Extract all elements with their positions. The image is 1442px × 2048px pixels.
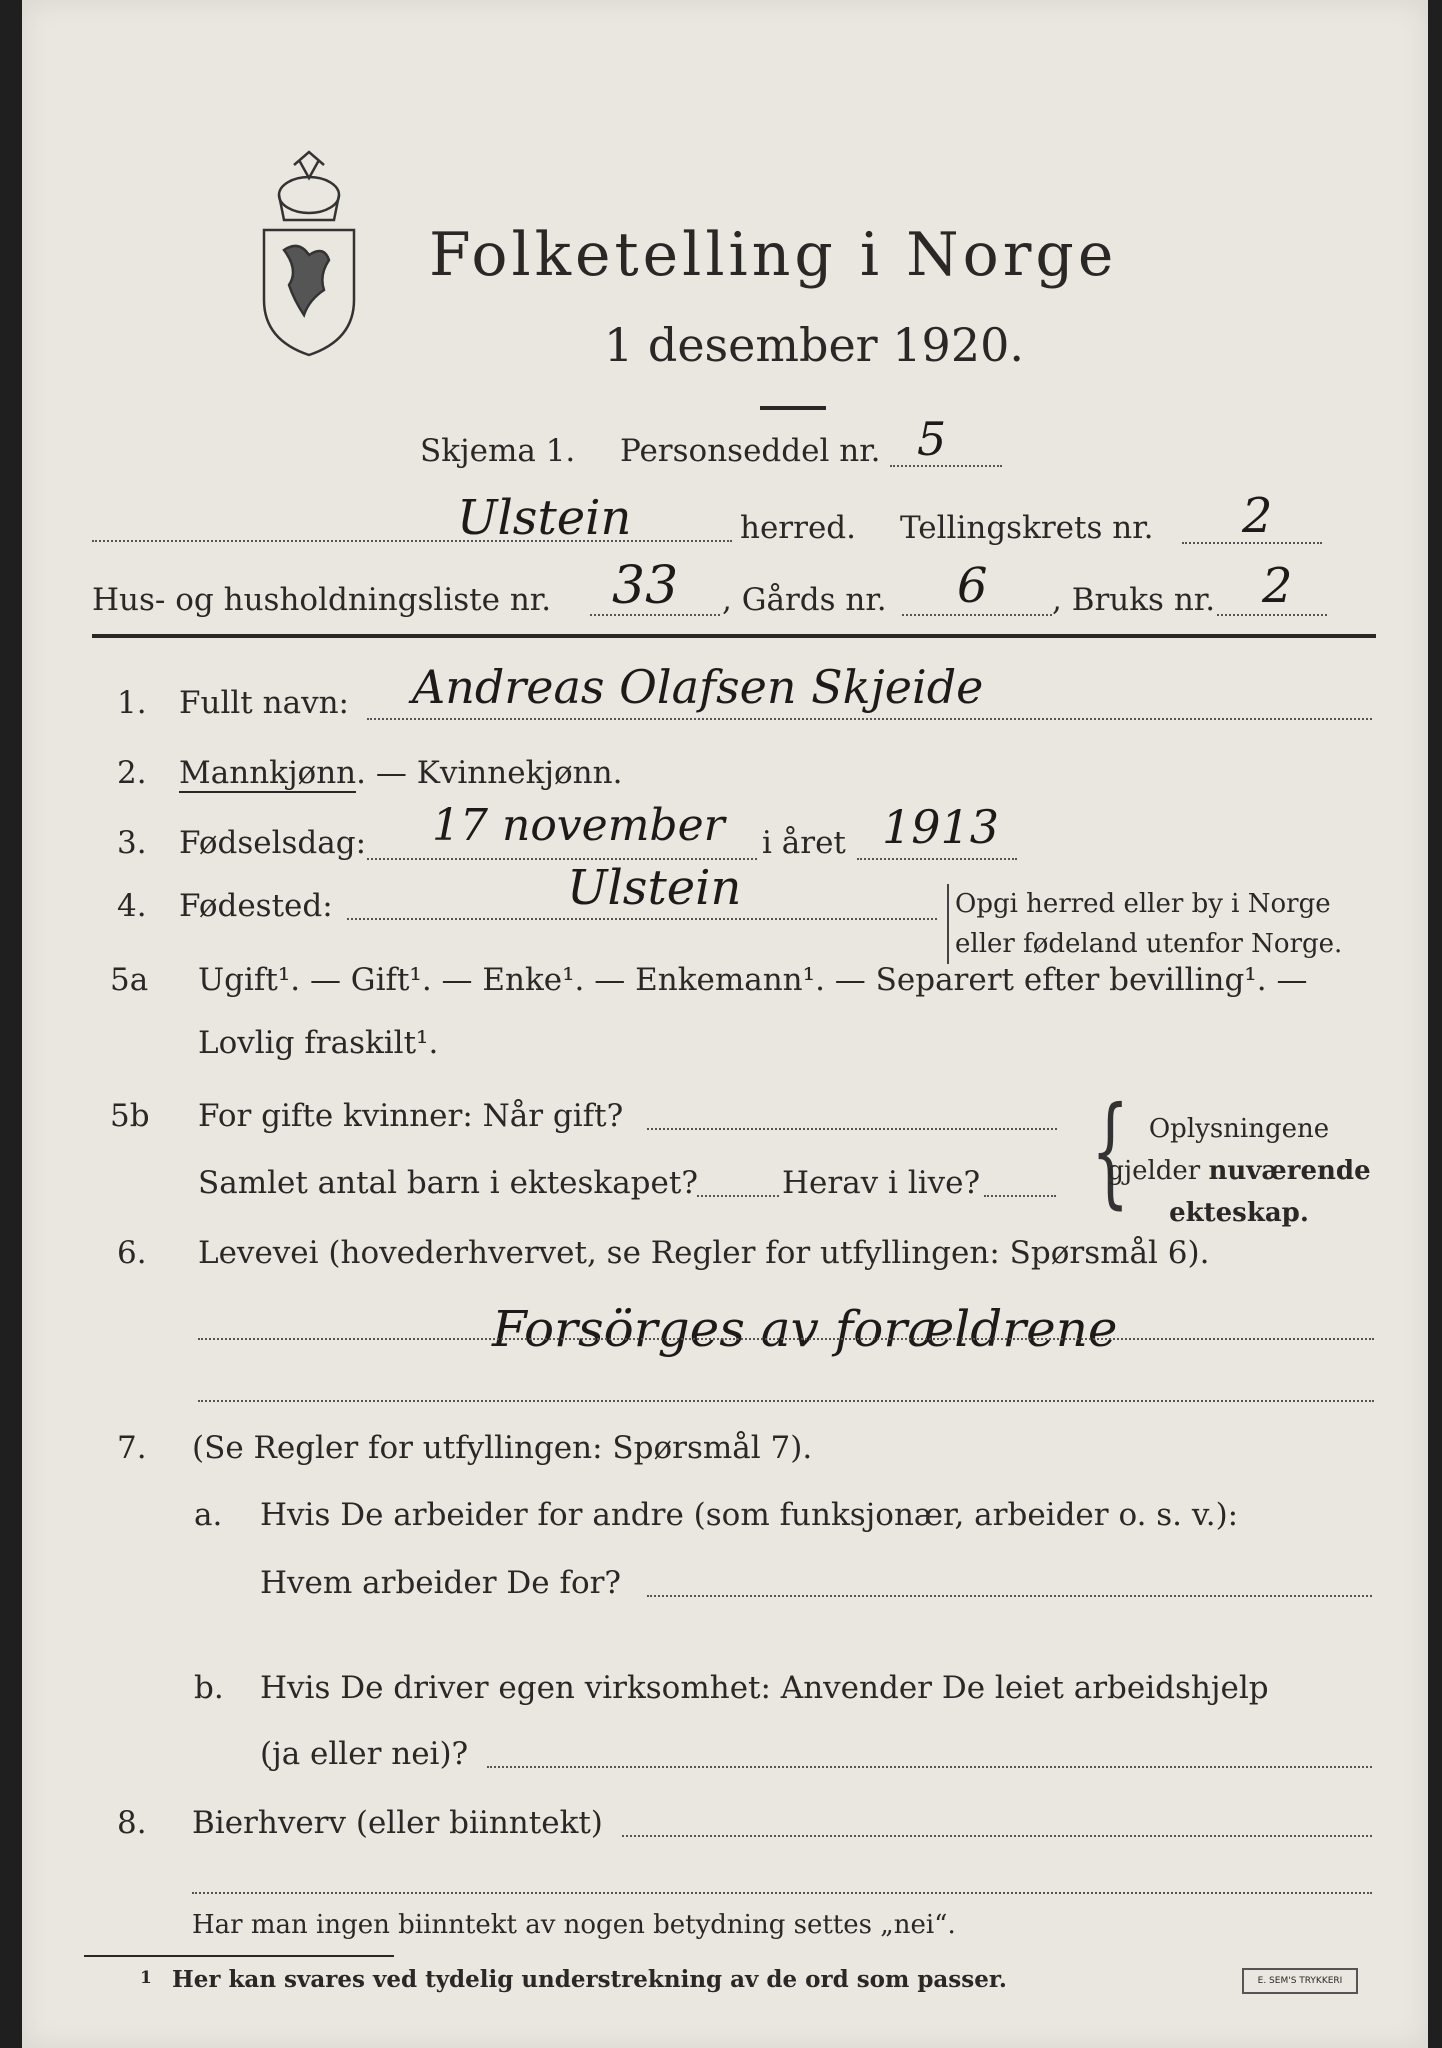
q8-line1 [622,1835,1372,1837]
q4-note-line2: eller fødeland utenfor Norge. [955,929,1343,959]
footer-note: Har man ingen biinntekt av nogen betydning settes „nei“. [192,1910,956,1940]
q2-number: 2. [117,755,147,791]
q8-label: Bierhverv (eller biinntekt) [192,1805,603,1841]
q5b-note-line2a: gjelder [1107,1156,1209,1186]
q6-line1 [198,1338,1374,1340]
census-form-page [22,0,1428,2048]
herred-label: herred. [740,510,856,546]
q2-options [179,755,622,791]
q5b-alive-line [984,1195,1056,1197]
q7a-line [647,1595,1372,1597]
skjema-label: Skjema 1. [420,433,576,469]
q1-line [367,718,1372,720]
personseddel-label: Personseddel nr. [620,433,881,469]
full-name-value: Andreas Olafsen Skjeide [412,660,984,714]
q4-note [947,884,1342,964]
personseddel-value: 5 [917,412,947,466]
q6-line2 [198,1400,1374,1402]
q4-number: 4. [117,888,147,924]
bruks-value: 2 [1262,558,1293,614]
q5b-line1: For gifte kvinner: Når gift? [198,1098,624,1134]
herred-line [92,540,732,542]
q5a-line2: Lovlig fraskilt¹. [198,1025,439,1061]
bruks-line [1217,614,1327,616]
gards-label: , Gårds nr. [722,582,887,618]
tellingskrets-value: 2 [1242,488,1273,544]
q5b-children-line [697,1195,779,1197]
q4-label: Fødested: [179,888,333,924]
q8-line2 [192,1892,1372,1894]
q5a-number: 5a [110,962,149,998]
q5b-brace: { [1091,1082,1130,1221]
q5b-note [1104,1108,1374,1234]
occupation-value: Forsörges av forældrene [492,1300,1118,1358]
q2-end: . [612,755,623,791]
q7b-line [487,1766,1372,1768]
header-rule [92,634,1376,638]
q7b-line2: (ja eller nei)? [260,1736,469,1772]
gards-value: 6 [957,558,988,614]
bruks-label: , Bruks nr. [1052,582,1216,618]
q7a-line2: Hvem arbeider De for? [260,1565,622,1601]
footnote-text: Her kan svares ved tydelig understrekning av de ord som passer. [172,1966,1007,1993]
q7a-line1: Hvis De arbeider for andre (som funksjonær, arbeider o. s. v.): [260,1497,1239,1533]
q8-number: 8. [117,1805,147,1841]
q4-line [347,918,937,920]
birth-day-value: 17 november [432,800,725,851]
personseddel-line [890,465,1002,467]
census-date: 1 desember 1920. [604,318,1024,372]
title-divider [760,406,826,410]
tellingskrets-label: Tellingskrets nr. [900,510,1154,546]
q5b-note-line2b: nuværende [1208,1156,1371,1186]
q7a-letter: a. [194,1497,223,1533]
form-title: Folketelling i Norge [429,220,1118,290]
q3-year-label: i året [762,825,846,861]
q3-label: Fødselsdag: [179,825,367,861]
q6-label: Levevei (hovederhvervet, se Regler for utfyllingen: Spørsmål 6). [198,1235,1210,1271]
q5a-line1: Ugift¹. — Gift¹. — Enke¹. — Enkemann¹. — Separert efter bevilling¹. — [198,962,1308,998]
q7b-line1: Hvis De driver egen virksomhet: Anvender De leiet arbeidshjelp [260,1670,1269,1706]
q5b-children-label: Samlet antal barn i ekteskapet? [198,1165,698,1201]
male-option: Mannkjønn [179,755,357,791]
q5b-number: 5b [110,1098,150,1134]
coat-of-arms-icon [254,150,364,360]
q1-number: 1. [117,685,147,721]
footnote-number: 1 [140,1968,152,1988]
footnote-rule [84,1955,394,1957]
q5b-note-line1: Oplysningene [1148,1114,1330,1144]
q5b-when-line [647,1128,1057,1130]
q5b-alive-label: Herav i live? [782,1165,981,1201]
q7-number: 7. [117,1430,147,1466]
herred-value: Ulstein [457,490,632,546]
hus-line [590,614,720,616]
q3-year-line [857,858,1017,860]
birth-year-value: 1913 [882,800,1000,854]
q5b-note-line3: ekteskap. [1169,1198,1309,1228]
q2-separator: . — Kvinnekjønn [356,755,613,791]
q7-label: (Se Regler for utfyllingen: Spørsmål 7). [192,1430,813,1466]
q1-label: Fullt navn: [179,685,349,721]
hus-label: Hus- og husholdningsliste nr. [92,582,552,618]
q6-number: 6. [117,1235,147,1271]
q3-number: 3. [117,825,147,861]
q7b-letter: b. [194,1670,224,1706]
q4-note-line1: Opgi herred eller by i Norge [955,889,1331,919]
birthplace-value: Ulstein [567,860,742,916]
printer-stamp: E. SEM'S TRYKKERI [1242,1968,1358,1994]
tellingskrets-line [1182,542,1322,544]
hus-value: 33 [612,556,679,616]
q5b-note-line2 [1104,1150,1374,1192]
gards-line [902,614,1052,616]
